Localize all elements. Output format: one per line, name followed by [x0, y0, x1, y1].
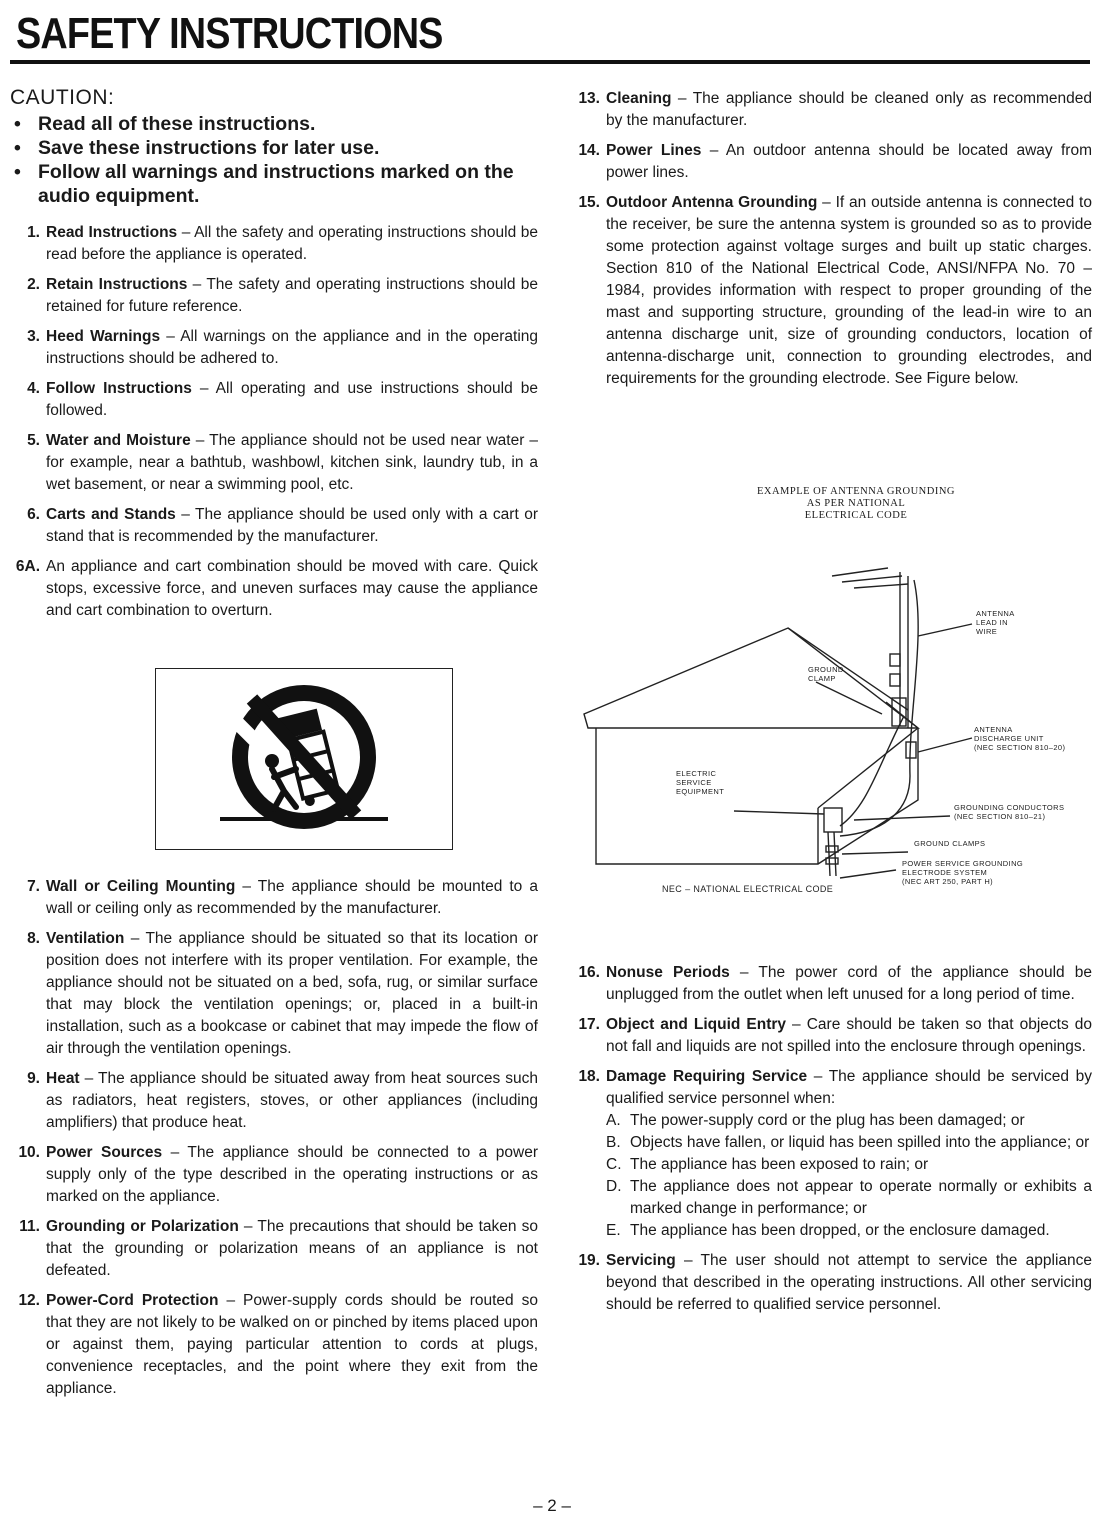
caution-bullet: • Save these instructions for later use.	[14, 137, 380, 159]
instruction-item-9: 9. Heat – The appliance should be situated away from heat sources such as radiators, heat registers, stoves, or other appliances (including amplifiers) that produce heat.	[27, 1070, 538, 1131]
svg-text:EQUIPMENT: EQUIPMENT	[676, 787, 725, 796]
right-column-lower	[570, 962, 1092, 1324]
page-title: SAFETY INSTRUCTIONS	[16, 9, 443, 58]
page-number: – 2 –	[533, 1496, 571, 1515]
right-column	[570, 88, 1092, 398]
left-column	[10, 86, 538, 630]
sub-item: C. The appliance has been exposed to rain; or	[606, 1156, 929, 1173]
house-antenna-drawing	[578, 516, 1094, 916]
svg-text:LEAD IN: LEAD IN	[976, 618, 1008, 627]
caution-list	[10, 112, 538, 208]
svg-text:GROUNDING CONDUCTORS: GROUNDING CONDUCTORS	[954, 803, 1065, 812]
instruction-item-11: 11. Grounding or Polarization – The precautions that should be taken so that the grounding or polarization means of an appliance is not defeated.	[19, 1218, 538, 1279]
instruction-item-10: 10. Power Sources – The appliance should be connected to a power supply only of the type described in the operating instructions or as marked on the appliance.	[18, 1144, 538, 1205]
instruction-item-16: 16. Nonuse Periods – The power cord of the appliance should be unplugged from the outlet when left unused for a long period of time.	[578, 964, 1092, 1003]
instruction-item-6: 6. Carts and Stands – The appliance should be used only with a cart or stand that is recommended by the manufacturer.	[27, 506, 538, 545]
instruction-item-12: 12. Power-Cord Protection – Power-supply cords should be routed so that they are not likely to be walked on or pinched by items placed upon or against them, paying particular attention to cords at plugs, convenience receptacles, and the point where they exit from the appliance.	[18, 1292, 538, 1397]
svg-text:CLAMP: CLAMP	[808, 674, 836, 683]
bullet-icon: •	[14, 161, 21, 183]
instruction-item-4: 4. Follow Instructions – All operating and use instructions should be followed.	[27, 380, 538, 419]
instruction-list-left	[10, 222, 538, 622]
sub-item: E. The appliance has been dropped, or the enclosure damaged.	[606, 1222, 1050, 1239]
cart-tip-over-icon	[156, 669, 452, 849]
instruction-item-14: 14. Power Lines – An outdoor antenna should be located away from power lines.	[578, 142, 1092, 181]
instruction-item-5: 5. Water and Moisture – The appliance should not be used near water – for example, near a bathtub, washbowl, kitchen sink, laundry tub, in a wet basement, or near a swimming pool, etc.	[27, 432, 539, 493]
bullet-icon: •	[14, 137, 21, 159]
instruction-item-15: 15. Outdoor Antenna Grounding – If an outside antenna is connected to the receiver, be sure the antenna system is grounded so as to provide some protection against voltage surges and built up static charges. Section 810 of the National Electrical Code, ANSI/NFPA No. 70 – 1984, provides information with respect to proper grounding of the mast and supporting structure, grounding of the lead-in wire to an antenna discharge unit, size of grounding conductors, location of antenna-discharge unit, connection to grounding electrodes, and requirements for the grounding electrode. See Figure below.	[578, 194, 1092, 387]
svg-text:(NEC ART 250, PART H): (NEC ART 250, PART H)	[902, 877, 994, 886]
caution-bullet: • Follow all warnings and instructions marked on the audio equipment.	[14, 161, 514, 207]
svg-text:SERVICE: SERVICE	[676, 778, 712, 787]
instruction-list-right	[570, 88, 1092, 390]
svg-text:ANTENNA: ANTENNA	[976, 609, 1015, 618]
instruction-item-1: 1. Read Instructions – All the safety and operating instructions should be read before the appliance is operated.	[27, 224, 539, 263]
svg-text:(NEC SECTION 810–21): (NEC SECTION 810–21)	[954, 812, 1046, 821]
sub-item: B. Objects have fallen, or liquid has been spilled into the appliance; or	[606, 1134, 1090, 1151]
svg-text:GROUND: GROUND	[808, 665, 844, 674]
instruction-item-3: 3. Heed Warnings – All warnings on the appliance and in the operating instructions should be adhered to.	[27, 328, 538, 367]
antenna-grounding-diagram	[578, 486, 1094, 916]
caution-bullet: • Read all of these instructions.	[14, 113, 316, 135]
title-rule	[10, 60, 1090, 64]
damage-sublist	[606, 1110, 1092, 1242]
svg-text:POWER SERVICE GROUNDING: POWER SERVICE GROUNDING	[902, 859, 1024, 868]
svg-text:DISCHARGE UNIT: DISCHARGE UNIT	[974, 734, 1044, 743]
cart-warning-figure	[155, 668, 453, 850]
caution-heading: CAUTION:	[10, 86, 115, 109]
instruction-item-2: 2. Retain Instructions – The safety and operating instructions should be retained for future reference.	[27, 276, 538, 315]
bullet-icon: •	[14, 113, 21, 135]
svg-text:NEC – NATIONAL ELECTRICAL CODE: NEC – NATIONAL ELECTRICAL CODE	[662, 884, 834, 894]
sub-item: D. The appliance does not appear to operate normally or exhibits a marked change in performance; or	[606, 1178, 1092, 1217]
svg-text:ANTENNA: ANTENNA	[974, 725, 1013, 734]
sub-item: A. The power-supply cord or the plug has been damaged; or	[606, 1112, 1025, 1129]
instruction-item-19: 19. Servicing – The user should not attempt to service the appliance beyond that described in the operating instructions. All other servicing should be referred to qualified service personnel.	[578, 1252, 1092, 1313]
left-column-lower	[10, 876, 538, 1408]
instruction-item-6a: 6A. An appliance and cart combination should be moved with care. Quick stops, excessive force, and uneven surfaces may cause the appliance and cart combination to overturn.	[15, 558, 538, 619]
diagram-title: EXAMPLE OF ANTENNA GROUNDING AS PER NATIONAL ELECTRICAL CODE	[756, 486, 956, 521]
instruction-item-18: 18. Damage Requiring Service – The appliance should be serviced by qualified service personnel when: A. The power-supply cord or the plug has been damaged; or B. Objects have fallen, or liquid has been spilled into the appliance; or C. The appliance has been exposed to rain; or D. The appliance does not appear to operate normally or exhibits a marked change in performance; or E. The appliance has been dropped, or the enclosure damaged.	[570, 1066, 1092, 1242]
instruction-item-17: 17. Object and Liquid Entry – Care should be taken so that objects do not fall and liquids are not spilled into the enclosure through openings.	[578, 1016, 1092, 1055]
instruction-item-13: 13. Cleaning – The appliance should be cleaned only as recommended by the manufacturer.	[578, 90, 1092, 129]
instruction-item-8: 8. Ventilation – The appliance should be situated so that its location or position does not interfere with its proper ventilation. For example, the appliance should not be situated on a bed, sofa, rug, or similar surface that may block the ventilation openings; or, placed in a built-in installation, such as a bookcase or cabinet that may impede the flow of air through the ventilation openings.	[27, 930, 538, 1057]
svg-text:WIRE: WIRE	[976, 627, 998, 636]
instruction-item-7: 7. Wall or Ceiling Mounting – The appliance should be mounted to a wall or ceiling only as recommended by the manufacturer.	[27, 878, 538, 917]
svg-text:(NEC SECTION 810–20): (NEC SECTION 810–20)	[974, 743, 1066, 752]
svg-text:GROUND CLAMPS: GROUND CLAMPS	[914, 839, 986, 848]
instruction-list-left-lower	[10, 876, 538, 1400]
instruction-list-right-lower	[570, 962, 1092, 1316]
svg-text:ELECTRIC: ELECTRIC	[676, 769, 717, 778]
svg-text:ELECTRODE SYSTEM: ELECTRODE SYSTEM	[902, 868, 988, 877]
